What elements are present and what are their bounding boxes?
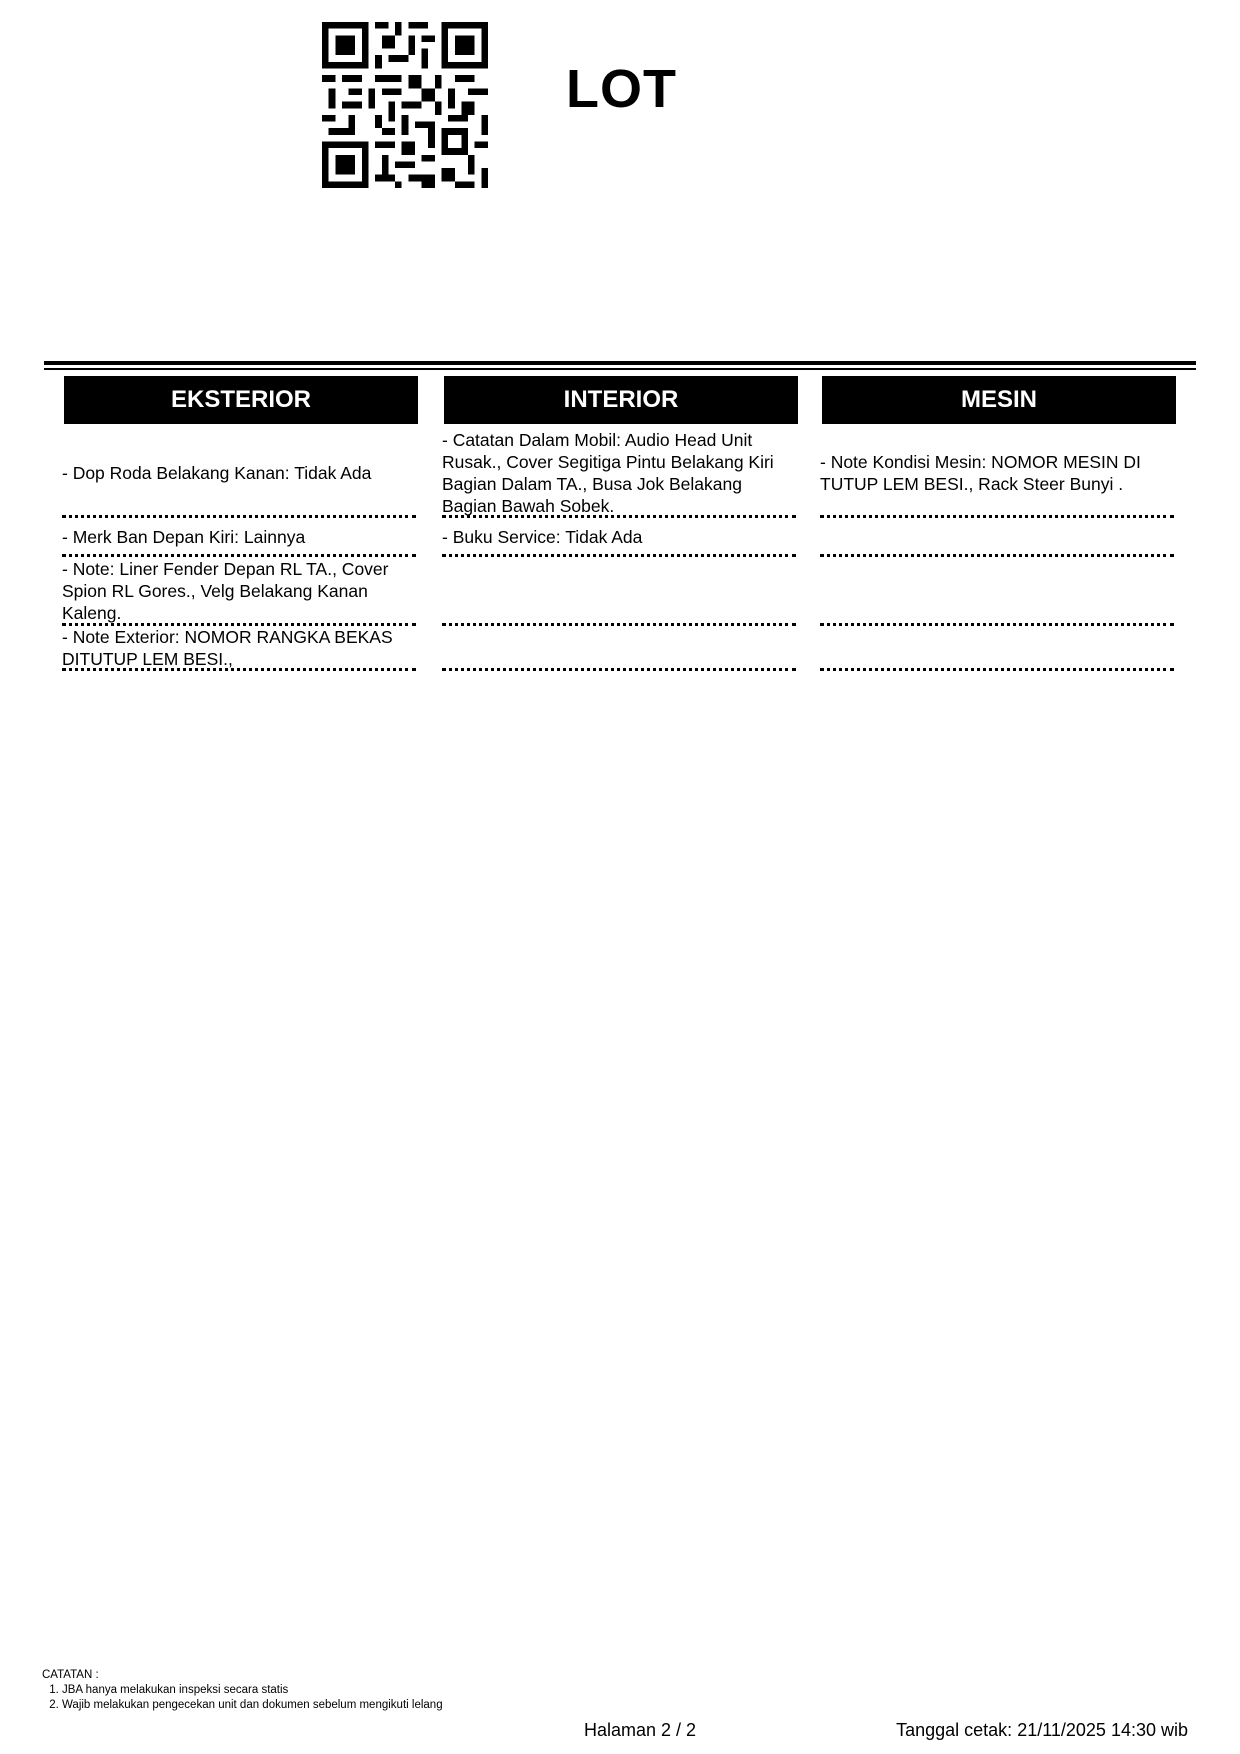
footer-notes <box>42 1668 443 1713</box>
list-item-text: - Merk Ban Depan Kiri: Lainnya <box>62 526 306 547</box>
column-header: INTERIOR <box>444 376 798 424</box>
list-item-text: - Note Kondisi Mesin: NOMOR MESIN DI TUTUP LEM BESI., Rack Steer Bunyi . <box>820 451 1141 494</box>
print-date: Tanggal cetak: 21/11/2025 14:30 wib <box>896 1720 1188 1740</box>
list-item <box>442 519 796 557</box>
list-item <box>442 558 796 626</box>
list-item-text: - Buku Service: Tidak Ada <box>442 526 643 547</box>
note-item: 1. JBA hanya melakukan inspeksi secara statis <box>62 1683 443 1698</box>
list-item <box>820 430 1174 518</box>
column-interior <box>442 376 798 547</box>
list-item <box>442 430 796 518</box>
divider-rule-thin <box>44 368 1196 370</box>
list-item-text: - Note: Liner Fender Depan RL TA., Cover Spion RL Gores., Velg Belakang Kanan Kaleng. <box>62 558 389 623</box>
list-item <box>820 558 1174 626</box>
list-item-text: - Note Exterior: NOMOR RANGKA BEKAS DITUTUP LEM BESI., <box>62 626 393 669</box>
list-item <box>62 627 416 671</box>
notes-title: CATATAN : <box>42 1669 99 1681</box>
list-item <box>62 430 416 518</box>
list-item <box>62 519 416 557</box>
column-eksterior <box>62 376 418 669</box>
list-item-text: - Dop Roda Belakang Kanan: Tidak Ada <box>62 462 372 483</box>
list-item <box>62 558 416 626</box>
list-item-text: - Catatan Dalam Mobil: Audio Head Unit Rusak., Cover Segitiga Pintu Belakang Kiri Bagian Dalam TA., Busa Jok Belakang Bagian Bawah Sobek. <box>442 429 774 516</box>
qr-code-icon <box>322 22 488 188</box>
list-item <box>820 627 1174 671</box>
page-number: Halaman 2 / 2 <box>584 1720 697 1740</box>
column-mesin <box>820 376 1176 494</box>
column-header: EKSTERIOR <box>64 376 418 424</box>
lot-title: LOT <box>566 59 677 119</box>
note-item: 2. Wajib melakukan pengecekan unit dan dokumen sebelum mengikuti lelang <box>62 1698 443 1713</box>
list-item <box>442 627 796 671</box>
divider-rule <box>44 361 1196 365</box>
column-header: MESIN <box>822 376 1176 424</box>
notes-list <box>42 1683 443 1713</box>
list-item <box>820 519 1174 557</box>
